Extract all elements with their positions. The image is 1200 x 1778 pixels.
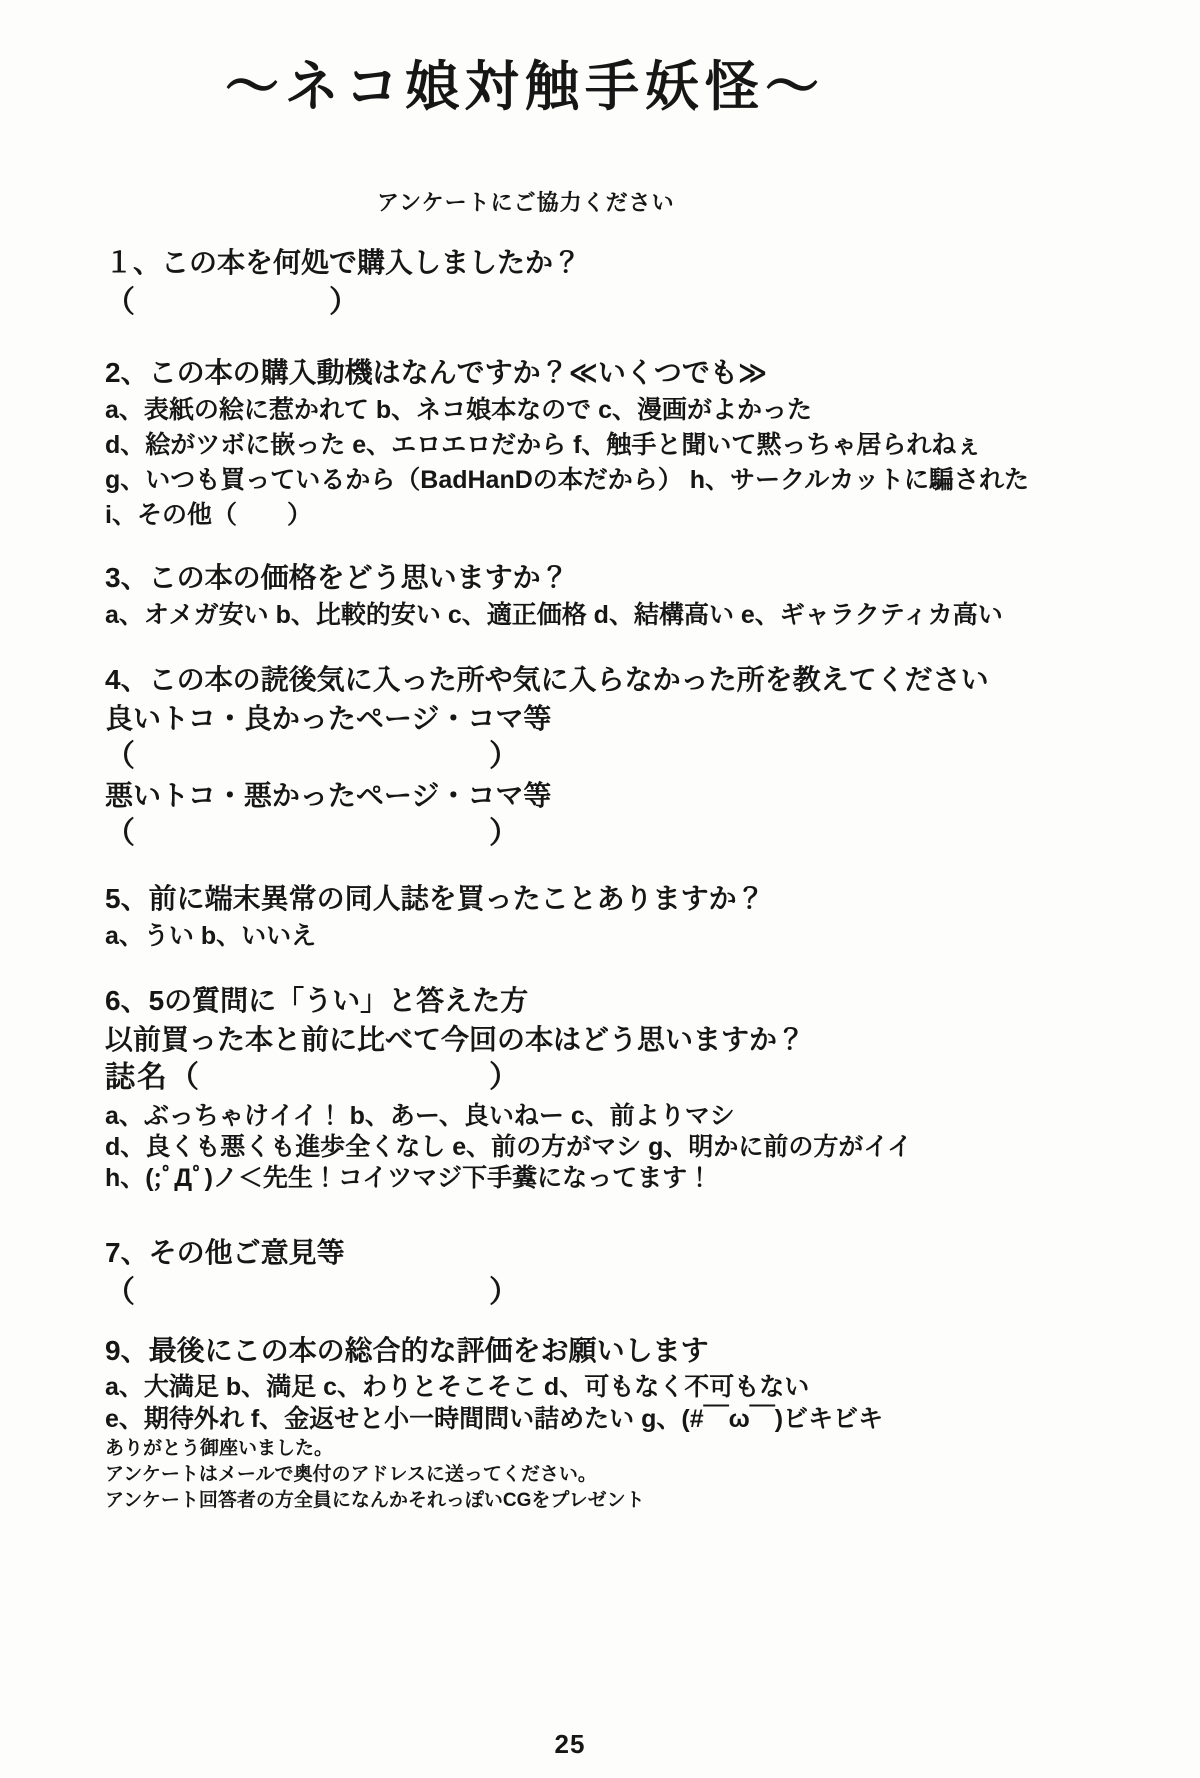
footer-mail-instruction: アンケートはメールで奥付のアドレスに送ってください。 — [105, 1463, 597, 1485]
question-4-bad-label: 悪いトコ・悪かったページ・コマ等 — [105, 779, 552, 811]
question-9-heading: 9、最後にこの本の総合的な評価をお願いします — [105, 1334, 709, 1366]
question-7-heading: 7、その他ご意見等 — [105, 1236, 345, 1268]
question-6-title-blank: 誌名（ ） — [105, 1060, 521, 1094]
question-4-good-blank: （ ） — [105, 739, 521, 773]
question-7-answer-blank: （ ） — [105, 1275, 521, 1309]
question-4-bad-blank: （ ） — [105, 816, 521, 850]
question-2-options-gh: g、いつも買っているから（BadHanDの本だから） h、サークルカットに騙された — [105, 465, 1030, 494]
question-5 — [105, 879, 1160, 954]
question-5-heading: 5、前に端末異常の同人誌を買ったことありますか？ — [105, 882, 765, 914]
question-3 — [105, 558, 1160, 633]
question-2 — [105, 353, 1160, 533]
footer-thanks: ありがとう御座いました。 — [105, 1437, 334, 1459]
survey-body — [0, 243, 1200, 1513]
question-4 — [105, 660, 1160, 854]
question-6-options-abc: a、ぶっちゃけイイ！ b、あー、良いねー c、前よりマシ — [105, 1101, 735, 1130]
question-2-options-abc: a、表紙の絵に惹かれて b、ネコ娘本なので c、漫画がよかった — [105, 395, 812, 424]
question-4-good-label: 良いトコ・良かったページ・コマ等 — [105, 702, 552, 734]
question-3-options: a、オメガ安い b、比較的安い c、適正価格 d、結構高い e、ギャラクティカ高い — [105, 600, 1003, 629]
question-2-heading: 2、この本の購入動機はなんですか？≪いくつでも≫ — [105, 356, 768, 388]
question-1 — [105, 243, 1160, 323]
question-9-options-abcd: a、大満足 b、満足 c、わりとそこそこ d、可もなく不可もない — [105, 1372, 810, 1401]
footer-notes — [105, 1437, 1160, 1513]
question-6-subheading: 以前買った本と前に比べて今回の本はどう思いますか？ — [105, 1023, 806, 1055]
question-1-heading: １、この本を何処で購入しましたか？ — [105, 246, 582, 278]
question-9-options-efg: e、期待外れ f、金返せと小一時間問い詰めたい g、(#￣ω￣)ビキビキ — [105, 1404, 884, 1433]
question-6-options — [105, 1101, 1160, 1194]
question-9 — [105, 1331, 1160, 1435]
survey-subtitle: アンケートにご協力ください — [377, 189, 675, 215]
question-6-option-h: h、(;ﾟДﾟ)ノ＜先生！コイツマジ下手糞になってます！ — [105, 1163, 713, 1192]
page-number: 25 — [554, 1729, 586, 1759]
question-3-heading: 3、この本の価格をどう思いますか？ — [105, 561, 569, 593]
question-5-options: a、うい b、いいえ — [105, 921, 317, 950]
question-2-option-i-other: i、その他（ ） — [105, 500, 312, 529]
question-7 — [105, 1233, 1160, 1313]
page-title: ～ネコ娘対触手妖怪～ — [225, 57, 825, 117]
question-1-answer-blank: （ ） — [105, 285, 361, 319]
footer-present-note: アンケート回答者の方全員になんかそれっぽいCGをプレゼント — [105, 1489, 645, 1511]
question-6-options-deg: d、良くも悪くも進歩全くなし e、前の方がマシ g、明かに前の方がイイ — [105, 1132, 913, 1161]
question-6-heading: 6、5の質問に「うい」と答えた方 — [105, 984, 529, 1016]
question-2-options-def: d、絵がツボに嵌った e、エロエロだから f、触手と聞いて黙っちゃ居られねぇ — [105, 430, 982, 459]
question-6 — [105, 981, 1160, 1194]
question-4-heading: 4、この本の読後気に入った所や気に入らなかった所を教えてください — [105, 663, 989, 695]
scanned-survey-page — [0, 55, 1200, 1778]
